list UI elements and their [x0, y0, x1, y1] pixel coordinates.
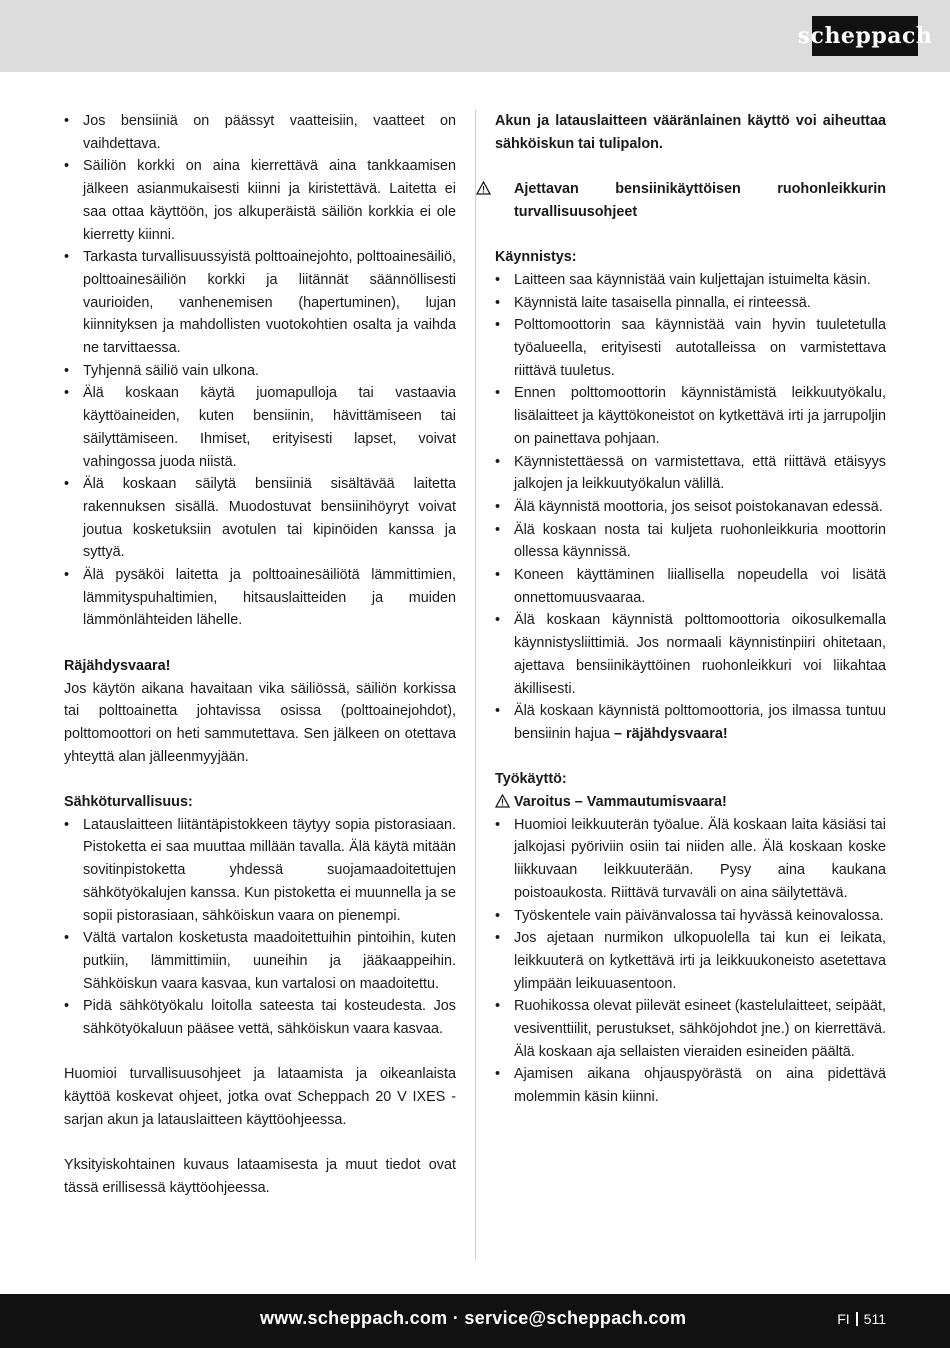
footer-contact: www.scheppach.com · service@scheppach.com [260, 1308, 687, 1328]
charging-note-paragraph: Huomioi turvallisuusohjeet ja lataamista ja oikeanlaista käyttöä koskevat ohjeet, jotka ovat Scheppach 20 V IXES -sarjan akun ja latauslaitteen käyttöohjeessa. [64, 1066, 456, 1128]
list-item: • Tyhjennä säiliö vain ulkona. [64, 360, 456, 383]
list-item: • Älä koskaan nosta tai kuljeta ruohonleikkuria moottorin ollessa käynnissä. [495, 519, 886, 564]
left-column [64, 110, 456, 1200]
warning-triangle-icon [495, 178, 511, 201]
column-divider [475, 110, 476, 1260]
list-item: • Älä pysäköi laitetta ja polttoainesäiliötä lämmittimien, lämmityspuhaltimien, hitsauslaitteiden ja muiden lämmönlähteiden lähelle. [64, 564, 456, 632]
mower-safety-heading: Ajettavan bensiinikäyttöisen ruohonleikkurin turvallisuusohjeet [495, 178, 886, 223]
page-footer [0, 1294, 950, 1348]
list-item: • Laitteen saa käynnistää vain kuljettajan istuimelta käsin. [495, 269, 886, 292]
scheppach-logo: scheppach [812, 16, 918, 56]
list-item: • Ennen polttomoottorin käynnistämistä leikkuutyökalu, lisälaitteet ja käyttökoneistot on kytkettävä irti ja jarrupoljin on painettava pohjaan. [495, 382, 886, 450]
list-item: • Älä koskaan käynnistä polttomoottoria oikosulkemalla käynnistysliittimiä. Jos normaali käynnistinpiiri ohitetaan, ajettava bensiinikäyttöinen ruohonleikkuri voi liikahtaa äkillisesti. [495, 609, 886, 700]
explosion-text: Jos käytön aikana havaitaan vika säiliössä, säiliön korkissa tai polttoainetta johtavissa osissa (polttoainejohdot), polttomoottori on heti sammutettava. Sen jälkeen on otettava yhteyttä alan jälleenmyyjään. [64, 680, 456, 765]
list-item: • Koneen käyttäminen liiallisella nopeudella voi lisätä onnettomuusvaaraa. [495, 564, 886, 609]
list-item: • Älä koskaan käytä juomapulloja tai vastaavia käyttöaineiden, kuten bensiinin, hävittämiseen tai säilyttämiseen. Ihmiset, erityisesti lapset, voivat vahingossa juoda niistä. [64, 382, 456, 473]
list-item: • Älä käynnistä moottoria, jos seisot poistokanavan edessä. [495, 496, 886, 519]
page-header [0, 0, 950, 72]
list-item: • Älä koskaan käynnistä polttomoottoria, jos ilmassa tuntuu bensiinin hajua – räjähdysvaara! [495, 700, 886, 745]
list-item: • Jos ajetaan nurmikon ulkopuolella tai kun ei leikata, leikkuuterä on kytkettävä irti ja leikkuukoneisto asetettava ylimpään leikuuasentoon. [495, 927, 886, 995]
list-item: • Pidä sähkötyökalu loitolla sateesta tai kosteudesta. Jos sähkötyökaluun pääsee vettä, sähköiskun vaara kasvaa. [64, 995, 456, 1040]
electrical-safety-list [64, 814, 456, 1041]
list-item: • Tarkasta turvallisuussyistä polttoainejohto, polttoainesäiliö, polttoainesäiliön korkki ja liitännät säännöllisesti vaurioiden, vanhenemisen (hapertuminen), lujan kiinnityksen ja mahdollisten vuotokohtien osalta ja vaihda ne tarvittaessa. [64, 246, 456, 360]
page-number: FI 511 [837, 1311, 886, 1327]
work-list [495, 814, 886, 1109]
fuel-safety-list [64, 110, 456, 632]
list-item: • Latauslaitteen liitäntäpistokkeen täytyy sopia pistorasiaan. Pistoketta ei saa muuttaa millään tavalla. Älä käytä mitään sovitinpistoketta yhdessä suojamaadoitettujen sähkötyökalujen kanssa. Kun pistoketta ei muunnella ja se sopii pistorasiaan, sähköiskun vaara on pienempi. [64, 814, 456, 928]
explosion-heading: Räjähdysvaara! [64, 657, 171, 674]
list-item: • Polttomoottorin saa käynnistää vain hyvin tuuletetulla työalueella, erityisesti autotalleissa on varmistettava riittävä tuuletus. [495, 314, 886, 382]
work-heading: Työkäyttö: [495, 771, 567, 788]
start-heading: Käynnistys: [495, 249, 577, 266]
list-item: • Jos bensiiniä on päässyt vaatteisiin, vaatteet on vaihdettava. [64, 110, 456, 155]
list-item: • Ruohikossa olevat piilevät esineet (kastelulaitteet, seipäät, vesiventtiilit, perustukset, sähköjohdot jne.) on kierrettävä. Älä koskaan aja sellaisten vieraiden esineiden päältä. [495, 995, 886, 1063]
list-item: • Ajamisen aikana ohjauspyörästä on aina pidettävä molemmin käsin kiinni. [495, 1063, 886, 1108]
start-list [495, 269, 886, 746]
warning-triangle-icon [495, 791, 511, 814]
list-item: • Älä koskaan säilytä bensiiniä sisältävää laitetta rakennuksen sisällä. Muodostuvat bensiinihöyryt voivat joutua kosketuksiin avotulen tai kipinöiden kanssa ja syttyä. [64, 473, 456, 564]
electrical-safety-heading: Sähköturvallisuus: [64, 794, 193, 811]
list-item: • Vältä vartalon kosketusta maadoitettuihin pintoihin, kuten putkiin, lämmittimiin, uuneihin ja jääkaappeihin. Sähköiskun vaara kasvaa, kun vartalosi on maadoitettu. [64, 927, 456, 995]
work-warning: Varoitus – Vammautumisvaara! [495, 791, 886, 814]
details-paragraph: Yksityiskohtainen kuvaus lataamisesta ja muut tiedot ovat tässä erillisessä käyttöohjeessa. [64, 1157, 456, 1196]
right-column [495, 110, 886, 1109]
list-item: • Huomioi leikkuuterän työalue. Älä koskaan laita käsiäsi tai jalkojasi pyöriviin osiin tai niiden alle. Älä koskaan koske liikkuvaan leikkuuterään. Pysy aina kaukana poistoaukosta. Riittävä turvaväli on aina säilytettävä. [495, 814, 886, 905]
list-item: • Työskentele vain päivänvalossa tai hyvässä keinovalossa. [495, 905, 886, 928]
list-item: • Käynnistettäessä on varmistettava, että riittävä etäisyys jalkojen ja leikkuutyökalun välillä. [495, 451, 886, 496]
list-item: • Käynnistä laite tasaisella pinnalla, ei rinteessä. [495, 292, 886, 315]
list-item: • Säiliön korkki on aina kierrettävä aina tankkaamisen jälkeen asianmukaisesti kiinni ja kiristettävä. Laitetta ei saa ottaa käyttöön, jos alkuperäistä säiliön korkkia ei ole kierretty kiinni. [64, 155, 456, 246]
battery-warning: Akun ja latauslaitteen vääränlainen käyttö voi aiheuttaa sähköiskun tai tulipalon. [495, 113, 886, 152]
